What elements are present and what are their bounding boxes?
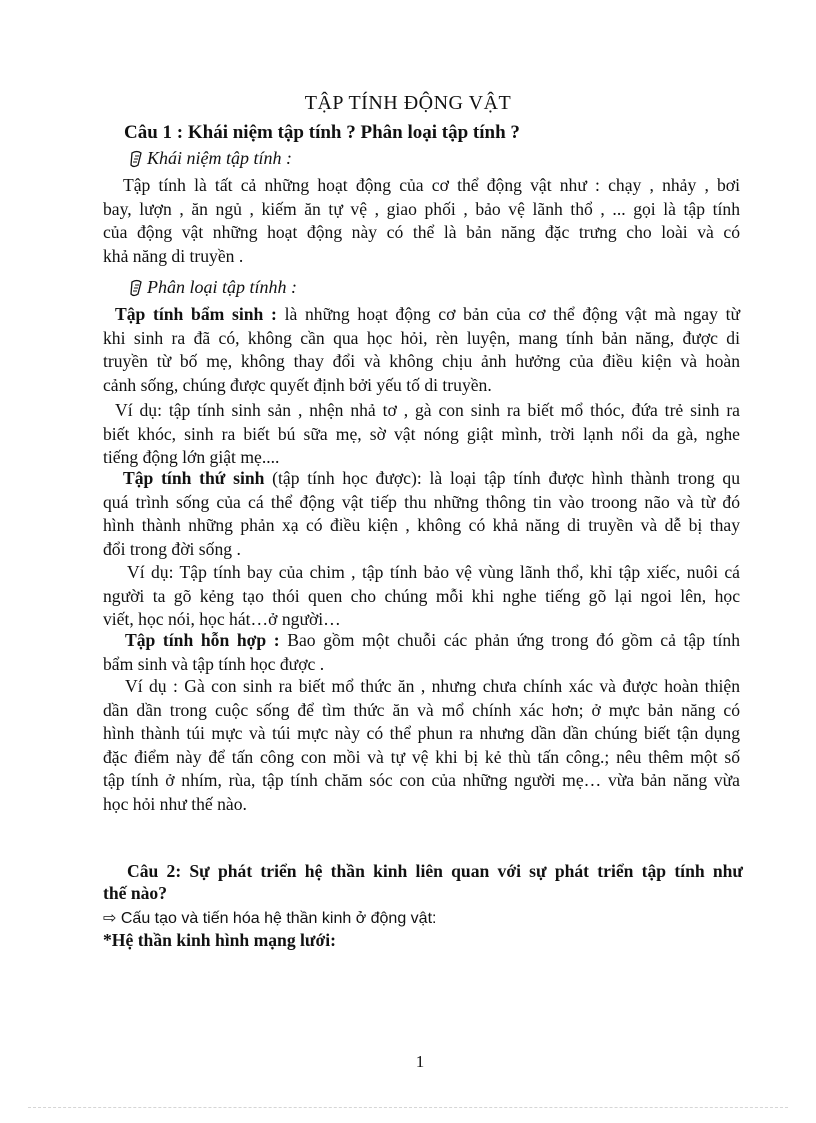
- question-2-heading-line: Câu 2: Sự phát triển hệ thần kinh liên quan với sự phát triển tập tính như: [127, 861, 743, 881]
- mixed-example: [103, 675, 740, 816]
- text-line: Ví dụ: tập tính sinh sản , nhện nhả tơ , gà con sinh ra biết mổ thóc, đứa trẻ sinh ra: [115, 400, 740, 420]
- concept-heading: [129, 148, 292, 169]
- question-2-subheading-text: Cấu tạo và tiến hóa hệ thần kinh ở động vật:: [120, 910, 437, 927]
- innate-term: Tập tính bẩm sinh :: [115, 304, 277, 324]
- question-2-heading-line: thế nào?: [103, 883, 168, 903]
- text-line: [103, 629, 740, 653]
- scroll-icon: [129, 150, 145, 168]
- text-line: quá trình sống của cá thể động vật tiếp thu những thông tin vào troong não và từ đó: [103, 491, 740, 512]
- text-line: đặc điểm này để tấn công con mồi và tự vệ khi bị kẻ thù tấn công.; nêu thêm một số: [103, 746, 740, 767]
- learned-example: [103, 561, 740, 632]
- text-line: người ta gõ kẻng tạo thói quen cho chúng mỗi khi nghe tiếng gõ lại ngoi lên, học: [103, 585, 740, 606]
- classification-heading: [129, 277, 297, 298]
- text-line: cảnh sống, chúng được quyết định bởi yếu tố di truyền.: [103, 374, 492, 395]
- scroll-icon: [129, 279, 145, 297]
- classification-heading-text: Phân loại tập tínhh :: [147, 277, 297, 297]
- text-line: Tập tính là tất cả những hoạt động của cơ thể động vật như : chạy , nhảy , bơi: [123, 175, 740, 195]
- text-line: của động vật những hoạt động này có thể là bản năng đặc trưng cho loài và có: [103, 222, 740, 242]
- page-title: TẬP TÍNH ĐỘNG VẬT: [304, 92, 512, 114]
- text-line: tập tính ở nhím, rùa, tập tính chăm sóc con của những người mẹ… vừa bản năng vừa: [103, 770, 740, 790]
- innate-text: là những hoạt động cơ bản của cơ thể động vật mà ngay từ: [276, 304, 741, 324]
- learned-term: Tập tính thứ sinh: [123, 468, 265, 488]
- mixed-paragraph: [103, 629, 740, 676]
- text-line: truyền từ bố mẹ, không thay đổi và không chịu ảnh hưởng của điều kiện và hoàn: [103, 351, 740, 371]
- concept-paragraph: [103, 174, 740, 268]
- text-line: biết khóc, sinh ra biết bú sữa mẹ, sờ vật nóng giật mình, trời lạnh nổi da gà, nghe: [103, 423, 740, 444]
- text-line: viết, học nói, học hát…ở người…: [103, 609, 341, 629]
- page-bottom-divider: [28, 1107, 788, 1108]
- text-line: hình thành túi mực và túi mực này có thể phun ra nhưng dần dần chúng biết tận dụng: [103, 723, 740, 743]
- network-nervous-system-heading: *Hệ thần kinh hình mạng lưới:: [103, 930, 336, 950]
- text-line: học hỏi như thế nào.: [103, 793, 247, 814]
- text-line: tiếng động lớn giật mẹ....: [103, 447, 280, 467]
- text-line: bẩm sinh và tập tính học được .: [103, 653, 325, 674]
- text-line: đổi trong đời sống .: [103, 538, 241, 559]
- learned-paragraph: [103, 467, 740, 561]
- mixed-text: Bao gồm một chuỗi các phản ứng trong đó gồm cả tập tính: [279, 630, 740, 650]
- arrow-right-icon: ⇨: [103, 910, 117, 927]
- question-2-heading: [103, 860, 743, 904]
- text-line: hình thành những phản xạ có điều kiện , không có khả năng di truyền và dễ bị thay: [103, 515, 740, 535]
- text-line: [103, 303, 740, 327]
- text-line: khi sinh ra đã có, không cần qua học hỏi, rèn luyện, mang tính bản năng, được di: [103, 327, 740, 348]
- innate-example: [103, 399, 740, 470]
- learned-text: (tập tính học được): là loại tập tính được hình thành trong qu: [264, 468, 740, 488]
- text-line: dần dần trong cuộc sống để tìm thức ăn và mổ chính xác hơn; ở mực bản năng có: [103, 699, 740, 720]
- text-line: Ví dụ : Gà con sinh ra biết mổ thức ăn , nhưng chưa chính xác và được hoàn thiện: [125, 676, 740, 696]
- innate-paragraph: [103, 303, 740, 397]
- page-number: 1: [415, 1052, 425, 1071]
- text-line: khả năng di truyền .: [103, 245, 244, 266]
- text-line: [103, 467, 740, 491]
- text-line: bay, lượn , ăn ngủ , kiếm ăn tự vệ , giao phối , bảo vệ lãnh thổ , ... gọi là tập tính: [103, 198, 740, 219]
- question-1-heading: Câu 1 : Khái niệm tập tính ? Phân loại tập tính ?: [124, 122, 520, 143]
- text-line: Ví dụ: Tập tính bay của chim , tập tính bảo vệ vùng lãnh thổ, khỉ tập xiếc, nuôi cá: [127, 562, 740, 582]
- question-2-subheading: [103, 908, 436, 928]
- concept-heading-text: Khái niệm tập tính :: [147, 148, 292, 168]
- mixed-term: Tập tính hỗn hợp :: [125, 630, 280, 650]
